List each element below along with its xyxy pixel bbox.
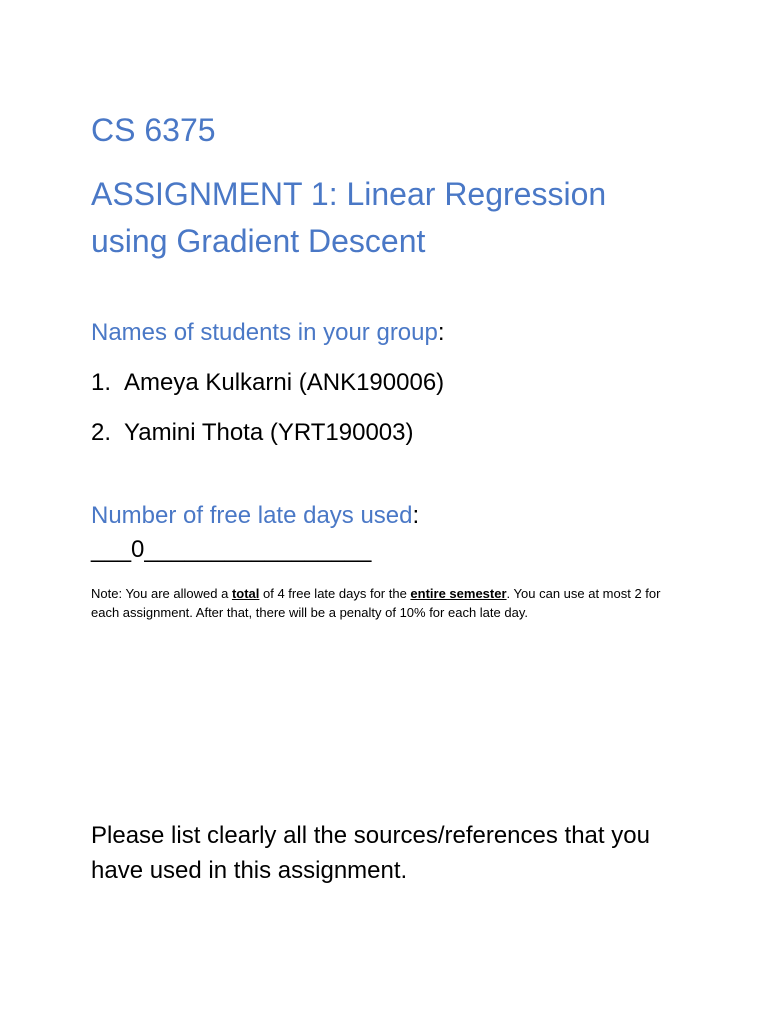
late-days-value: ___0_________________ — [91, 536, 372, 563]
list-item — [91, 416, 444, 466]
names-section-label — [91, 316, 445, 350]
list-item — [91, 366, 444, 416]
note-suffix: . You can use at most 2 for each assignment. After that, there will be a penalty of 10% for each late day. — [91, 586, 661, 620]
sources-prompt: Please list clearly all the sources/references that you have used in this assignment. — [91, 822, 650, 884]
note-prefix: Note: You are allowed a — [91, 586, 232, 601]
note-middle: of 4 free late days for the — [259, 586, 411, 601]
list-number: 2. — [91, 419, 112, 446]
late-days-label-text: Number of free late days used — [91, 502, 413, 529]
course-code: CS 6375 — [91, 112, 216, 148]
student-list — [91, 366, 444, 466]
late-days-label-colon: : — [412, 502, 420, 529]
late-days-note — [91, 584, 681, 622]
note-semester-emphasis: entire semester — [410, 586, 507, 601]
note-total-emphasis: total — [231, 586, 260, 601]
names-label-text: Names of students in your group — [91, 319, 438, 346]
student-name: Yamini Thota (YRT190003) — [124, 419, 414, 446]
late-days-label — [91, 499, 419, 533]
student-name: Ameya Kulkarni (ANK190006) — [124, 369, 445, 396]
names-label-colon: : — [437, 319, 445, 346]
list-number: 1. — [91, 369, 112, 396]
assignment-title: ASSIGNMENT 1: Linear Regression using Gradient Descent — [91, 176, 607, 259]
